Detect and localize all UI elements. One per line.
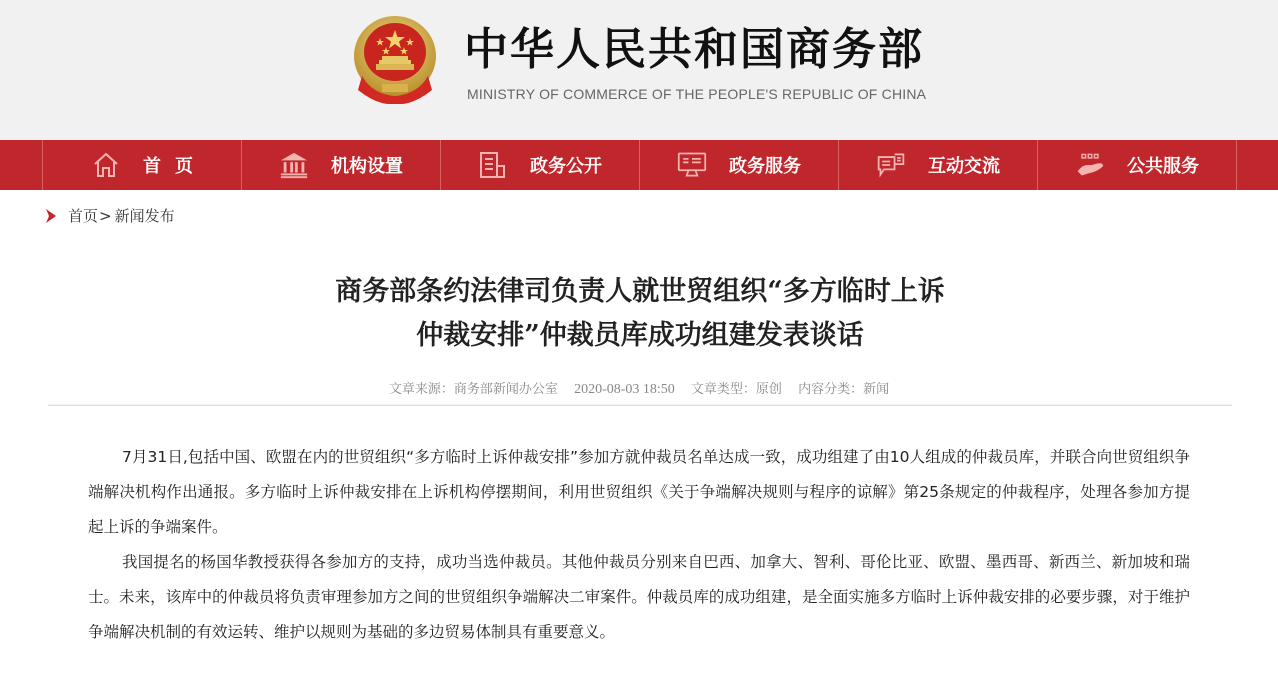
nav-item-institutions[interactable] — [242, 140, 441, 190]
breadcrumb-current-link[interactable]: 新闻发布 — [114, 207, 175, 225]
nav-item-government-services[interactable] — [640, 140, 839, 190]
nav-label: 公共服务 — [1127, 156, 1199, 177]
article-category: 内容分类：新闻 — [798, 382, 890, 397]
nav-label: 首页 — [143, 156, 207, 177]
site-header — [0, 0, 1278, 140]
breadcrumb-home-link[interactable]: 首页 — [68, 207, 99, 225]
national-emblem-icon[interactable] — [352, 14, 438, 104]
article-type: 文章类型：原创 — [690, 382, 782, 397]
article-date: 2020-08-03 18:50 — [574, 382, 675, 397]
article-paragraph: 7月31日,包括中国、欧盟在内的世贸组织“多方临时上诉仲裁安排”参加方就仲裁员名单达成一致，成功组建了由10人组成的仲裁员库，并联合向世贸组织争端解决机构作出通报。多方临时上诉仲裁安排在上诉机构停摆期间，利用世贸组织《关于争端解决规则与程序的谅解》第25条规定的仲裁程序，处理各参加方提起上诉的争端案件。 — [88, 448, 1190, 536]
article-body — [88, 440, 1190, 650]
nav-item-interaction[interactable] — [839, 140, 1038, 190]
site-title: 中华人民共和国商务部 — [464, 24, 924, 75]
nav-item-public-services[interactable] — [1038, 140, 1237, 190]
site-subtitle: MINISTRY OF COMMERCE OF THE PEOPLE'S REPUBLIC OF CHINA — [467, 86, 927, 102]
article-paragraph: 我国提名的杨国华教授获得各参加方的支持，成功当选仲裁员。其他仲裁员分别来自巴西、加拿大、智利、哥伦比亚、欧盟、墨西哥、新西兰、新加坡和瑞士。未来，该库中的仲裁员将负责审理参加方之间的世贸组织争端解决二审案件。仲裁员库的成功组建，是全面实施多方临时上诉仲裁安排的必要步骤，对于维护争端解决机制的有效运转、维护以规则为基础的多边贸易体制具有重要意义。 — [88, 553, 1190, 641]
nav-item-home[interactable] — [43, 140, 242, 190]
nav-label: 互动交流 — [928, 156, 1000, 177]
nav-label: 机构设置 — [331, 156, 403, 177]
article-title — [240, 270, 1040, 358]
breadcrumb — [44, 205, 175, 226]
nav-label: 政务服务 — [729, 156, 801, 177]
nav-item-government-affairs[interactable] — [441, 140, 640, 190]
article-source: 文章来源：商务部新闻办公室 — [388, 382, 558, 397]
chat-icon — [876, 150, 906, 180]
chevron-right-icon — [44, 208, 58, 224]
article-title-line2: 仲裁安排”仲裁员库成功组建发表谈话 — [416, 320, 864, 351]
document-icon — [478, 150, 508, 180]
article-meta — [0, 378, 1278, 398]
meta-divider — [48, 404, 1232, 406]
main-nav — [0, 140, 1278, 190]
article-title-line1: 商务部条约法律司负责人就世贸组织“多方临时上诉 — [335, 276, 945, 307]
monitor-icon — [677, 150, 707, 180]
home-icon — [91, 150, 121, 180]
nav-label: 政务公开 — [530, 156, 602, 177]
breadcrumb-separator: > — [99, 206, 112, 225]
institution-building-icon — [279, 150, 309, 180]
hand-service-icon — [1075, 150, 1105, 180]
